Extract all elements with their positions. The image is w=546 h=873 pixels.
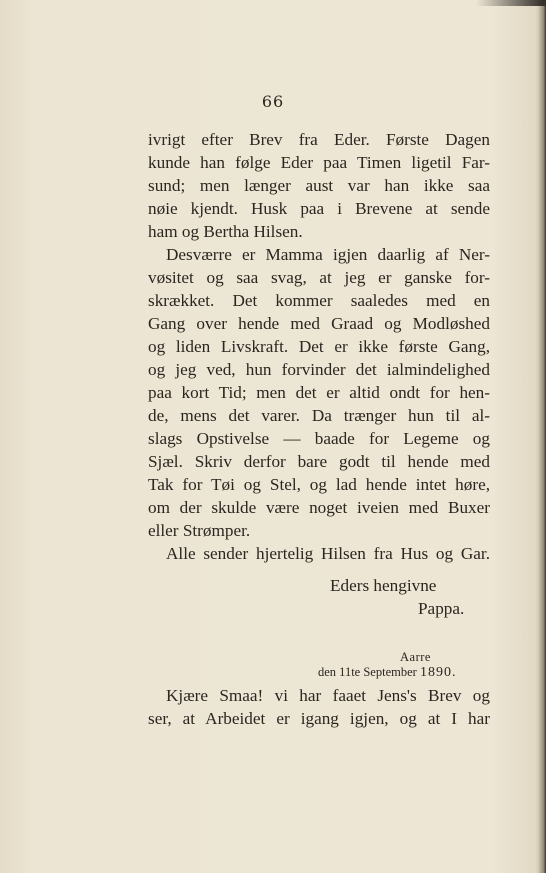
text-line: Alle sender hjertelig Hilsen fra Hus og Gar.	[166, 544, 490, 563]
letter-date	[318, 665, 456, 681]
text-line: vøsitet og saa svag, at jeg er ganske for-	[148, 268, 490, 287]
text-line: kunde han følge Eder paa Timen ligetil Far-	[148, 153, 490, 172]
text-line: og liden Livskraft. Det er ikke første Gang,	[148, 337, 490, 356]
text-line: ivrigt efter Brev fra Eder. Første Dagen	[148, 130, 490, 149]
text-line: paa kort Tid; men det er altid ondt for hen-	[148, 383, 490, 402]
letter-closing: Eders hengivne	[330, 576, 437, 595]
text-line: Kjære Smaa! vi har faaet Jens's Brev og	[166, 686, 490, 705]
text-line: sund; men længer aust var han ikke saa	[148, 176, 490, 195]
text-line: Gang over hende med Graad og Modløshed	[148, 314, 490, 333]
text-line: om der skulde være noget iveien med Buxer	[148, 498, 490, 517]
text-line: Desværre er Mamma igjen daarlig af Ner-	[166, 245, 490, 264]
date-text: den 11te September	[318, 665, 417, 679]
date-year: 1890.	[419, 665, 457, 680]
page-number: 66	[261, 92, 285, 111]
text-line: Tak for Tøi og Stel, og lad hende intet høre,	[148, 475, 490, 494]
page-top-shadow	[476, 0, 546, 6]
text-line: ham og Bertha Hilsen.	[148, 222, 303, 241]
text-line: Sjæl. Skriv derfor bare godt til hende med	[148, 452, 490, 471]
text-line: slags Opstivelse — baade for Legeme og	[148, 429, 490, 448]
letter-place: Aarre	[400, 650, 431, 664]
text-line: de, mens det varer. Da trænger hun til al-	[148, 406, 490, 425]
text-line: skrækket. Det kommer saaledes med en	[148, 291, 490, 310]
letter-signature: Pappa.	[418, 599, 465, 618]
text-line: og jeg ved, hun forvinder det ialmindelighed	[148, 360, 490, 379]
text-line: nøie kjendt. Husk paa i Brevene at sende	[148, 199, 490, 218]
text-line: ser, at Arbeidet er igang igjen, og at I har	[148, 709, 490, 728]
page-binding-shadow	[538, 0, 546, 873]
text-line: eller Strømper.	[148, 521, 251, 540]
